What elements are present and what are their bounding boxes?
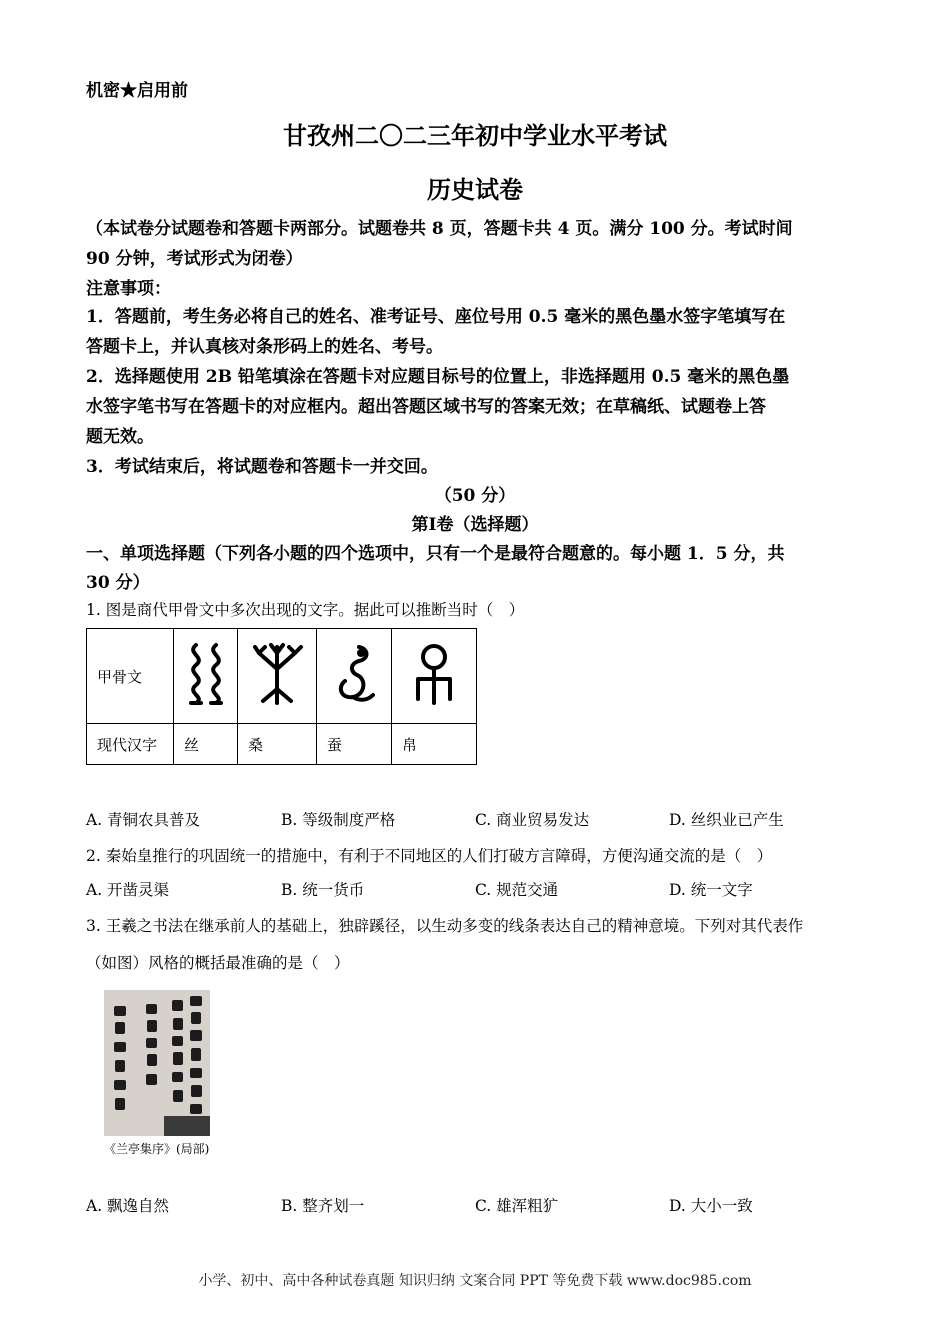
note-line: 2．选择题使用 2B 铅笔填涂在答题卡对应题目标号的位置上，非选择题用 0.5 毫米的黑色墨 bbox=[86, 367, 790, 387]
option-c: C. 商业贸易发达 bbox=[475, 811, 590, 829]
modern-char-cell: 蚕 bbox=[317, 724, 392, 765]
exam-subtitle: 历史试卷 bbox=[427, 175, 523, 204]
exam-title: 甘孜州二〇二三年初中学业水平考试 bbox=[283, 121, 667, 150]
option-d: D. 统一文字 bbox=[669, 881, 753, 899]
option-c: C. 规范交通 bbox=[475, 881, 559, 899]
notes-heading: 注意事项： bbox=[86, 279, 171, 299]
question-1-stem: 1. 图是商代甲骨文中多次出现的文字。据此可以推断当时（ ） bbox=[86, 601, 525, 619]
silk-oracle-glyph-icon bbox=[174, 629, 238, 724]
oracle-bone-table bbox=[86, 628, 477, 765]
modern-char-cell: 帛 bbox=[392, 724, 477, 765]
question-3-stem: 3. 王羲之书法在继承前人的基础上，独辟蹊径，以生动多变的线条表达自己的精神意境。下列对其代表作 bbox=[86, 917, 804, 935]
note-line: 1．答题前，考生务必将自己的姓名、准考证号、座位号用 0.5 毫米的黑色墨水签字笔填写在 bbox=[86, 307, 786, 327]
modern-char-cell: 丝 bbox=[174, 724, 238, 765]
section-heading: 一、单项选择题（下列各小题的四个选项中，只有一个是最符合题意的。每小题 1．5 分，共 bbox=[86, 544, 785, 564]
question-2-stem: 2. 秦始皇推行的巩固统一的措施中，有利于不同地区的人们打破方言障碍，方便沟通交流的是（ ） bbox=[86, 847, 773, 865]
calligraphy-image bbox=[104, 990, 210, 1136]
option-b: B. 整齐划一 bbox=[281, 1197, 365, 1215]
intro-line: 90 分钟，考试形式为闭卷） bbox=[86, 249, 303, 269]
score-note: （50 分） bbox=[434, 486, 516, 506]
option-a: A. 青铜农具普及 bbox=[86, 811, 201, 829]
cloth-oracle-glyph-icon bbox=[392, 629, 477, 724]
modern-row-label: 现代汉字 bbox=[87, 724, 174, 765]
note-line: 3．考试结束后，将试题卷和答题卡一并交回。 bbox=[86, 457, 438, 477]
option-b: B. 等级制度严格 bbox=[281, 811, 396, 829]
section-heading: 30 分） bbox=[86, 573, 150, 593]
footer-text: 小学、初中、高中各种试卷真题 知识归纳 文案合同 PPT 等免费下载 www.doc985.com bbox=[198, 1273, 752, 1289]
option-b: B. 统一货币 bbox=[281, 881, 365, 899]
part-title: 第Ⅰ卷（选择题） bbox=[411, 515, 539, 535]
option-d: D. 丝织业已产生 bbox=[669, 811, 784, 829]
option-a: A. 飘逸自然 bbox=[86, 1197, 170, 1215]
option-c: C. 雄浑粗犷 bbox=[475, 1197, 559, 1215]
calligraphy-caption: 《兰亭集序》(局部) bbox=[104, 1142, 210, 1156]
modern-char-cell: 桑 bbox=[238, 724, 317, 765]
option-a: A. 开凿灵渠 bbox=[86, 881, 170, 899]
question-3-stem: （如图）风格的概括最准确的是（ ） bbox=[86, 954, 350, 972]
oracle-row-label: 甲骨文 bbox=[87, 629, 174, 724]
confidential-label: 机密★启用前 bbox=[86, 81, 188, 101]
mulberry-oracle-glyph-icon bbox=[238, 629, 317, 724]
silkworm-oracle-glyph-icon bbox=[317, 629, 392, 724]
option-d: D. 大小一致 bbox=[669, 1197, 753, 1215]
intro-line: （本试卷分试题卷和答题卡两部分。试题卷共 8 页，答题卡共 4 页。满分 100 分。考试时间 bbox=[86, 219, 793, 239]
note-line: 水签字笔书写在答题卡的对应框内。超出答题区域书写的答案无效；在草稿纸、试题卷上答 bbox=[86, 397, 766, 417]
note-line: 答题卡上，并认真核对条形码上的姓名、考号。 bbox=[86, 337, 443, 357]
note-line: 题无效。 bbox=[86, 427, 154, 447]
